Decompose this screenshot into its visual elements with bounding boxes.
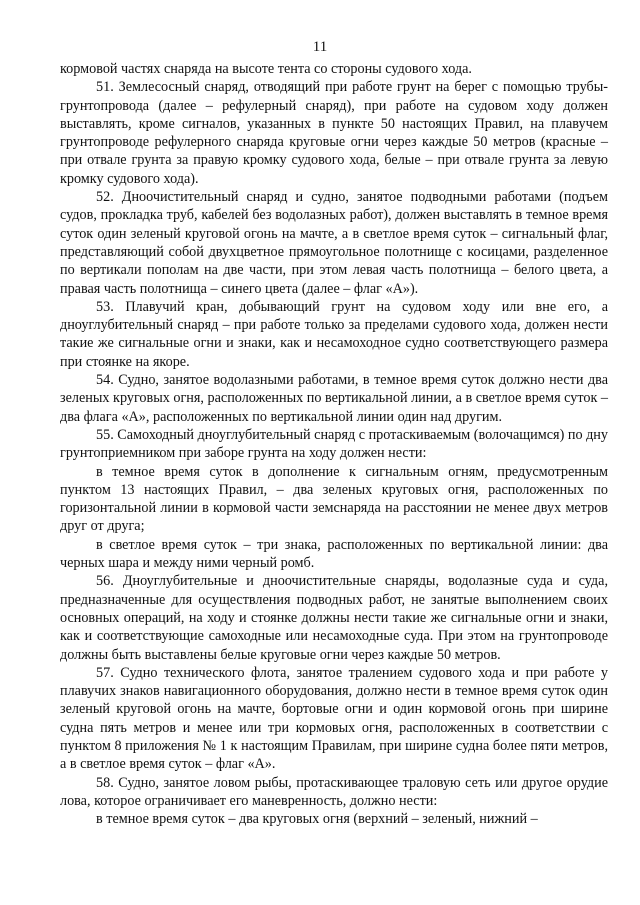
- paragraph-53: 53. Плавучий кран, добывающий грунт на судовом ходу или вне его, а дноуглубительный снаряд – при работе только за пределами судового хода, должен нести такие же сигнальные огни и знаки, как и несамоходное судно соответствующего размера при стоянке на якоре.: [60, 298, 608, 370]
- paragraph-51: 51. Землесосный снаряд, отводящий при работе грунт на берег с помощью трубы-грунтопровода (далее – рефулерный снаряд), при работе на судовом ходу должен выставлять, кроме сигналов, указанных в пункте 50 настоящих Правил, на плавучем грунтопроводе рефулерного снаряда круговые огни через каждые 50 метров (красные – при отвале грунта за правую кромку судового хода, белые – при отвале грунта за левую кромку судового хода).: [60, 79, 608, 187]
- paragraph-58-dark-time: в темное время суток – два круговых огня (верхний – зеленый, нижний –: [96, 811, 538, 828]
- paragraph-55: 55. Самоходный дноуглубительный снаряд с протаскиваемым (волочащимся) по дну грунтоприемником при заборе грунта на ходу должен нести:: [60, 426, 608, 462]
- page-number: 11: [312, 39, 328, 55]
- paragraph-55-daytime: в светлое время суток – три знака, расположенных по вертикальной линии: два черных шара и между ними черный ромб.: [60, 536, 608, 572]
- paragraph-56: 56. Дноуглубительные и дноочистительные снаряды, водолазные суда и суда, предназначенные для осуществления подводных работ, не занятые выполнением своих основных операций, на ходу и стоянке должны нести такие же сигнальные огни и знаки, как и соответствующие самоходные или несамоходные суда. При этом на грунтопроводе должны быть выставлены белые круговые огни через каждые 50 метров.: [60, 573, 608, 663]
- document-body: [60, 60, 608, 828]
- paragraph-55-dark-time: в темное время суток в дополнение к сигнальным огням, предусмотренным пунктом 13 настоящих Правил, – два зеленых круговых огня, расположенных по горизонтальной линии в кормовой части земснаряда на расстоянии не менее двух метров друг от друга;: [60, 463, 608, 535]
- paragraph-58: 58. Судно, занятое ловом рыбы, протаскивающее траловую сеть или другое орудие лова, которое ограничивает его маневренность, должно нести:: [60, 774, 608, 809]
- paragraph-57: 57. Судно технического флота, занятое тралением судового хода и при работе у плавучих знаков навигационного оборудования, должно нести в темное время суток один зеленый круговой огонь на мачте, бортовые огни и один кормовой огонь при ширине судна пять метров и менее или три кормовых огня, расположенных в соответствии с пунктом 8 приложения № 1 к настоящим Правилам, при ширине судна более пяти метров, а в светлое время суток – флаг «А».: [60, 664, 608, 773]
- paragraph-54: 54. Судно, занятое водолазными работами, в темное время суток должно нести два зеленых круговых огня, расположенных по вертикальной линии, а в светлое время суток – два флага «А», расположенных по вертикальной линии один над другим.: [60, 372, 608, 425]
- paragraph-continuation: кормовой частях снаряда на высоте тента со стороны судового хода.: [60, 61, 472, 77]
- paragraph-52: 52. Дноочистительный снаряд и судно, занятое подводными работами (подъем судов, прокладка труб, кабелей без водолазных работ), должен выставлять в темное время суток один зеленый круговой огонь на мачте, а в светлое время суток – сигнальный флаг, представляющий собой двухцветное прямоугольное полотнище с косицами, разделенное по вертикали пополам на две части, при этом левая часть полотнища – белого цвета, а правая часть полотнища – синего цвета (далее – флаг «А»).: [60, 189, 608, 297]
